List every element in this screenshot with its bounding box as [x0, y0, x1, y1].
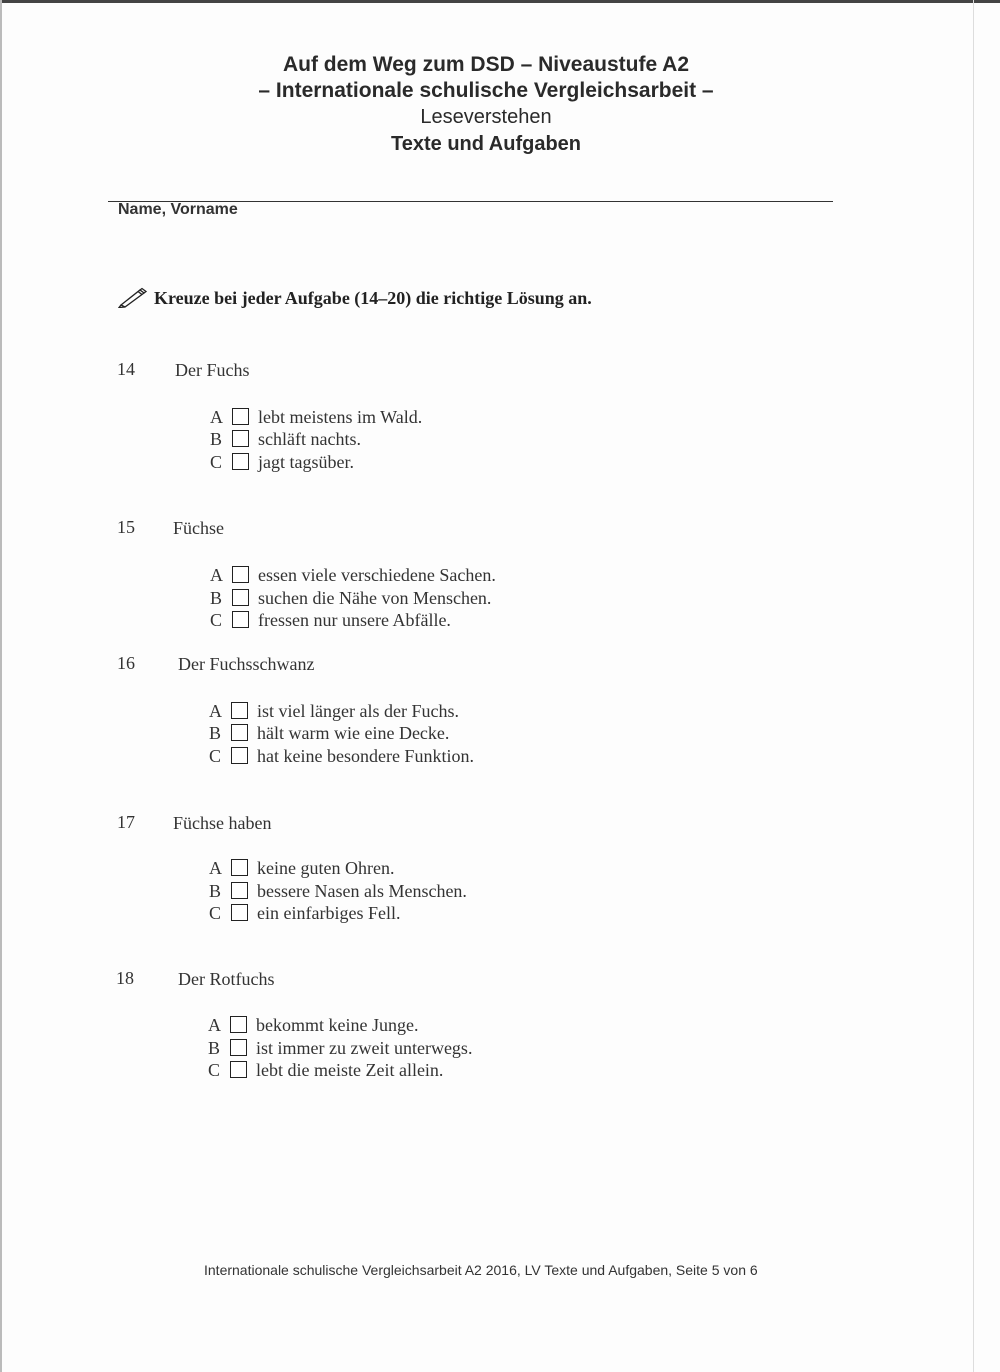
option-text: fressen nur unsere Abfälle.: [258, 610, 451, 630]
answer-option[interactable]: [209, 700, 459, 723]
answer-option[interactable]: [209, 857, 394, 880]
option-text: ist immer zu zweit unterwegs.: [256, 1038, 473, 1058]
answer-option[interactable]: [208, 1014, 418, 1037]
option-text: keine guten Ohren.: [257, 858, 395, 878]
question-number: 15: [117, 517, 135, 537]
option-text: bessere Nasen als Menschen.: [257, 881, 467, 901]
answer-checkbox[interactable]: [231, 859, 248, 876]
question-stem: Der Rotfuchs: [178, 969, 275, 989]
answer-option[interactable]: [210, 609, 451, 632]
question-number: 17: [117, 812, 135, 832]
instruction-text: Kreuze bei jeder Aufgabe (14–20) die richtige Lösung an.: [154, 288, 592, 308]
page-footer: Internationale schulische Vergleichsarbeit A2 2016, LV Texte und Aufgaben, Seite 5 von 6: [204, 1262, 758, 1278]
answer-option[interactable]: [209, 880, 467, 903]
answer-option[interactable]: [209, 745, 474, 768]
option-letter: B: [208, 1038, 221, 1058]
answer-option[interactable]: [209, 902, 400, 925]
answer-option[interactable]: [210, 406, 422, 429]
scan-edge-left: [0, 0, 2, 1372]
option-text: jagt tagsüber.: [258, 452, 354, 472]
option-letter: A: [209, 701, 222, 721]
option-text: lebt die meiste Zeit allein.: [256, 1060, 444, 1080]
option-letter: C: [208, 1060, 221, 1080]
option-text: suchen die Nähe von Menschen.: [258, 588, 492, 608]
option-text: ist viel länger als der Fuchs.: [257, 701, 459, 721]
option-letter: A: [209, 858, 222, 878]
scan-edge-right: [973, 0, 974, 1372]
option-text: lebt meistens im Wald.: [258, 407, 423, 427]
answer-checkbox[interactable]: [232, 453, 249, 470]
option-letter: B: [209, 881, 222, 901]
answer-checkbox[interactable]: [232, 589, 249, 606]
option-text: hat keine besondere Funktion.: [257, 746, 474, 766]
option-letter: C: [210, 610, 223, 630]
header-part: Texte und Aufgaben: [391, 133, 581, 155]
option-letter: A: [208, 1015, 221, 1035]
option-text: ein einfarbiges Fell.: [257, 903, 401, 923]
answer-checkbox[interactable]: [231, 747, 248, 764]
answer-checkbox[interactable]: [230, 1016, 247, 1033]
question-stem: Der Fuchsschwanz: [178, 654, 315, 674]
answer-option[interactable]: [209, 722, 449, 745]
question-number: 18: [116, 968, 134, 988]
header-title: Auf dem Weg zum DSD – Niveaustufe A2: [282, 53, 690, 76]
question-number: 16: [117, 653, 135, 673]
header-section: Leseverstehen: [420, 106, 552, 128]
answer-checkbox[interactable]: [230, 1061, 247, 1078]
option-letter: A: [210, 565, 223, 585]
answer-checkbox[interactable]: [231, 702, 248, 719]
option-letter: B: [210, 588, 223, 608]
answer-checkbox[interactable]: [232, 566, 249, 583]
answer-checkbox[interactable]: [232, 430, 249, 447]
option-letter: B: [210, 429, 223, 449]
answer-checkbox[interactable]: [232, 408, 249, 425]
scan-edge-top: [0, 0, 1000, 3]
answer-option[interactable]: [210, 564, 496, 587]
option-letter: C: [209, 746, 222, 766]
instruction: [118, 286, 592, 309]
question-stem: Füchse: [173, 518, 224, 538]
name-label: Name, Vorname: [118, 201, 238, 218]
pencil-icon: [118, 286, 148, 308]
answer-option[interactable]: [210, 428, 361, 451]
header-subtitle: – Internationale schulische Vergleichsarbeit –: [258, 79, 714, 102]
option-text: schläft nachts.: [258, 429, 361, 449]
option-text: essen viele verschiedene Sachen.: [258, 565, 496, 585]
option-letter: B: [209, 723, 222, 743]
answer-checkbox[interactable]: [230, 1039, 247, 1056]
answer-option[interactable]: [208, 1059, 443, 1082]
question-stem: Der Fuchs: [175, 360, 250, 380]
option-letter: A: [210, 407, 223, 427]
answer-checkbox[interactable]: [231, 882, 248, 899]
answer-checkbox[interactable]: [231, 724, 248, 741]
option-letter: C: [209, 903, 222, 923]
question-stem: Füchse haben: [173, 813, 272, 833]
question-number: 14: [117, 359, 135, 379]
option-text: bekommt keine Junge.: [256, 1015, 419, 1035]
answer-option[interactable]: [210, 451, 354, 474]
answer-option[interactable]: [210, 587, 491, 610]
option-letter: C: [210, 452, 223, 472]
page-header: [0, 52, 972, 158]
answer-checkbox[interactable]: [231, 904, 248, 921]
answer-option[interactable]: [208, 1037, 472, 1060]
answer-checkbox[interactable]: [232, 611, 249, 628]
option-text: hält warm wie eine Decke.: [257, 723, 450, 743]
